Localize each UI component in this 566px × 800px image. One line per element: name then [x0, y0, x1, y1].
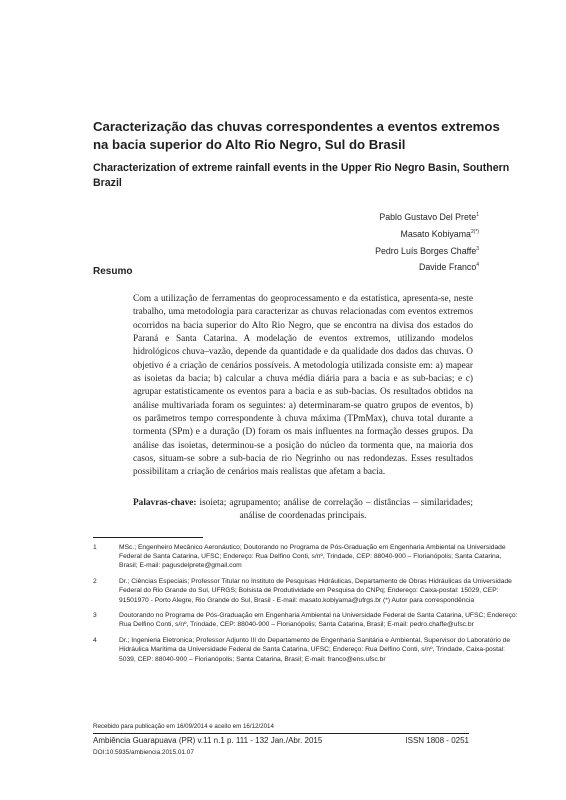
author-name: Davide Franco [419, 262, 477, 273]
doi: DOI:10.5935/ambiencia.2015.01.07 [93, 749, 194, 756]
author-mark: 1 [476, 212, 479, 218]
footer-divider [93, 733, 469, 734]
title-portuguese: Caracterização das chuvas correspondentes a eventos extremos na bacia superior do Alto Rio Negro, Sul do Brasil [93, 119, 500, 152]
footnote [93, 636, 518, 664]
journal-name: Ambiência Guarapuava (PR) v.11 n.1 p. 111 - 132 Jan./Abr. 2015 [93, 736, 323, 745]
footnote-number: 2 [93, 578, 97, 586]
author-line [375, 208, 479, 225]
footnote [93, 577, 518, 605]
author-name: Pablo Gustavo Del Prete [379, 212, 477, 222]
journal-issn: ISSN 1808 - 0251 [405, 736, 469, 745]
footnote-text: Dr.; Ciências Especiais; Professor Titular no Instituto de Pesquisas Hidráulicas, Departamento de Obras Hidráulicas da Universidade Federal do Rio Grande do Sul, UFRGS; Bolsista de Produtividade em Pesquisa do CNPq; Endereço: Caixa-postal: 15029, CEP: 91501970 - Porto Alegre, Rio Grande do Sul, Brasil - E-mail: masato.kobiyama@ufrgs.br (*) Autor para correspondência [119, 578, 512, 604]
abstract-heading: Resumo [93, 266, 133, 277]
abstract-text: Com a utilização de ferramentas do geoprocessamento e da estatística, apresenta-se, neste trabalho, uma metodologia para caracterizar as chuvas relacionadas com eventos extremos ocorridos na bacia superior do Alto Rio Negro, que se encontra na divisa dos estados do Paraná e Santa Catarina. A modelação de eventos extremos, utilizando modelos hidrológicos chuva–vazão, depende da quantidade e da qualidade dos dados das chuvas. O objetivo é a criação de cenários possíveis. A metodologia utilizada consiste em: a) mapear as isoietas da bacia; b) calcular a chuva média diária para a bacia e as sub-bacias; e c) agrupar estatisticamente os eventos para a bacia e as sub-bacias. Os resultados obtidos na análise multivariada foram os seguintes: a) determinaram-se quatro grupos de eventos, b) os parâmetros tempo correspondente à chuva máxima (TPmMax), chuva total durante a tormenta (SPm) e a duração (D) foram os mais influentes na formação desses grupos. Da análise das isoietas, determinou-se a posição do núcleo da tormenta que, na maioria dos casos, situam-se sobre a sub-bacia de rio Negrinho ou nas redondezas. Esses resultados possibilitam a criação de cenários mais realistas que afetam a bacia. [133, 294, 473, 478]
author-mark: 2(*) [470, 228, 479, 235]
keywords-text: isoieta; agrupamento; análise de correlação – distâncias – similaridades; análise de coordenadas principais. [199, 498, 473, 522]
author-line [375, 258, 479, 275]
author-name: Masato Kobiyama [400, 228, 471, 239]
footnote-number: 1 [93, 544, 97, 551]
footnote-divider [93, 537, 203, 538]
title-english: Characterization of extreme rainfall events in the Upper Rio Negro Basin, Southern Brazil [93, 162, 510, 189]
footnote-text: Dr.; Ingenieria Eletronica; Professor Adjunto III do Departamento de Engenharia Sanitária e Ambiental, Supervisor do Laboratório de Hidráulica Marítima da Universidade Federal de Santa Catarina, UFSC; Endereço: Rua Delfino Conti, s/nº, Trindade, Caixa-postal: 5039, CEP: 88040-900 – Florianópolis; Santa Catarina, Brasil; E-mail: franco@ens.ufsc.br [119, 637, 511, 663]
author-mark: 3 [476, 245, 479, 252]
author-line [375, 242, 479, 259]
author-list [375, 208, 479, 275]
footnotes [93, 543, 518, 670]
author-name: Pedro Luís Borges Chaffe [375, 245, 477, 256]
footnote-number: 3 [93, 612, 97, 620]
journal-citation [93, 736, 469, 745]
author-mark: 4 [476, 262, 479, 269]
keywords-label: Palavras-chave: [133, 498, 197, 508]
author-line [375, 225, 479, 242]
footnote-text: MSc.; Engenheiro Mecânico Aeronáutico; Doutorando no Programa de Pós-Graduação em Engenharia Ambiental na Universidade Federal de Santa Catarina, UFSC; Endereço: Rua Delfino Conti, s/nº, Trindade, CEP: 88040-900 – Florianópolis; Santa Catarina, Brasil; E-mail: pagusdelprete@gmail.com [119, 544, 506, 570]
footnote-number: 4 [93, 637, 97, 645]
footnote-text: Doutorando no Programa de Pós-Graduação em Engenharia Ambiental na Universidade Federal de Santa Catarina, UFSC; Endereço: Rua Delfino Conti, s/nº, Trindade, CEP: 88040-900 – Florianópolis; Santa Catarina, Brasil; E-mail: pedro.chaffe@ufsc.br [119, 612, 518, 629]
footnote [93, 543, 518, 571]
received-date: Recebido para publicação em 16/09/2014 e aceito em 16/12/2014 [93, 723, 274, 730]
footnote [93, 611, 518, 629]
keywords [133, 497, 473, 524]
